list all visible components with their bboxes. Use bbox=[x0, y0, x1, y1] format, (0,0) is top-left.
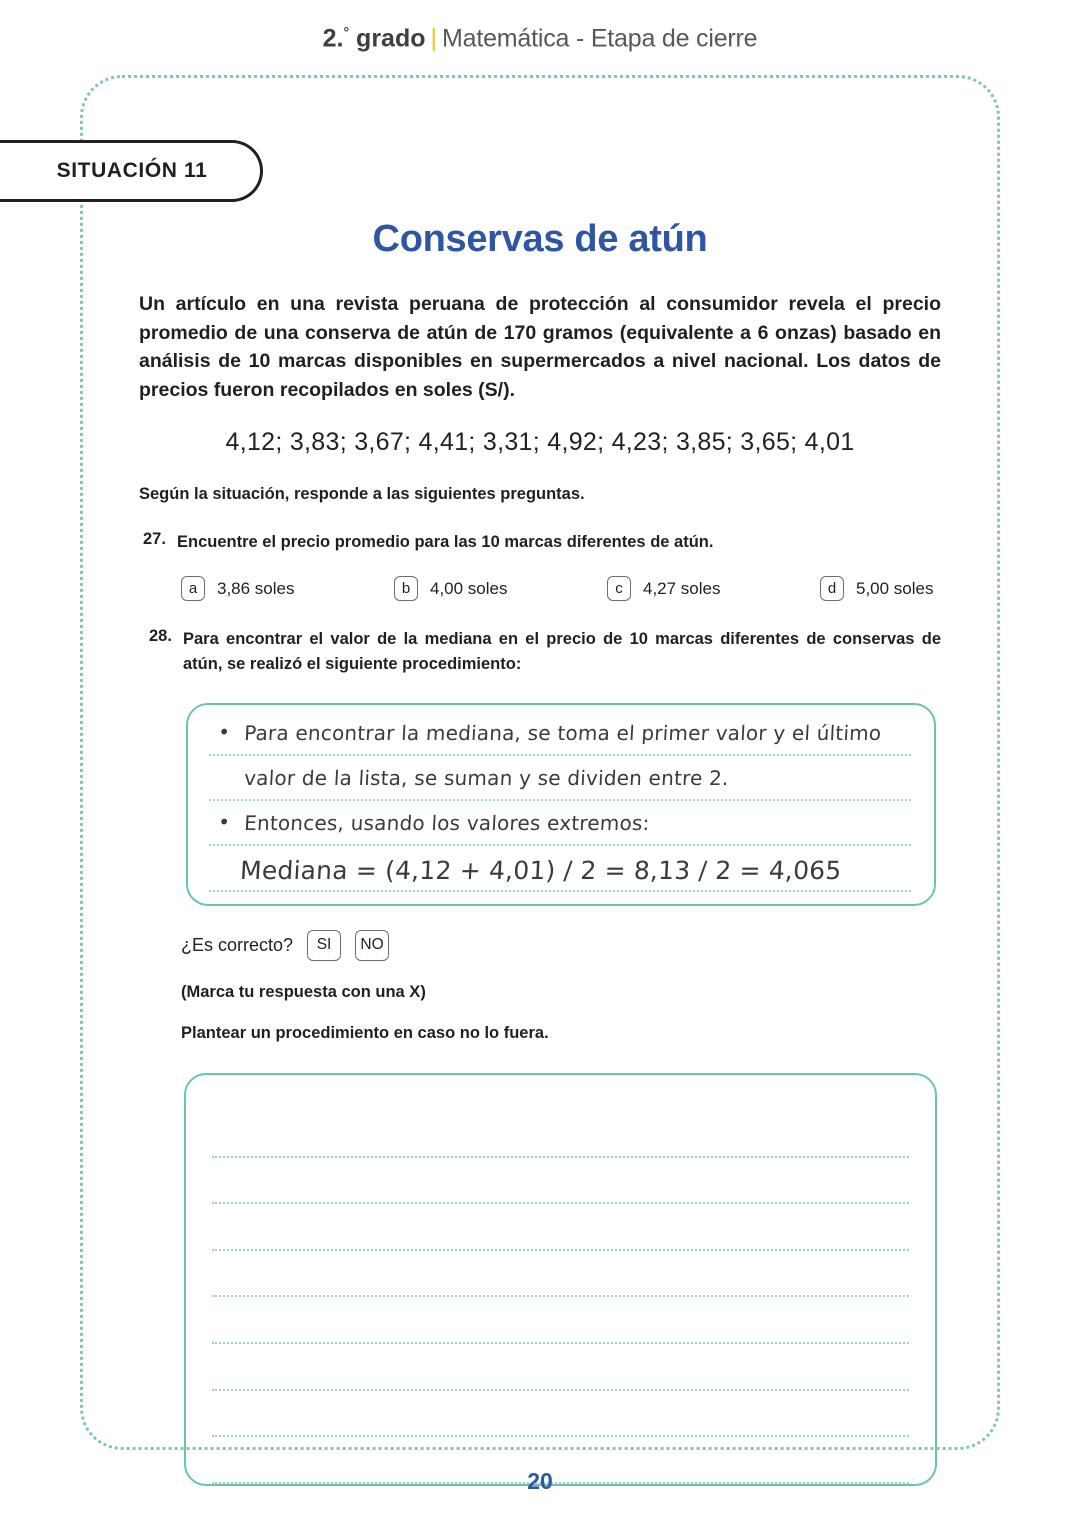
option-c-label: 4,27 soles bbox=[643, 578, 721, 598]
answer-line[interactable] bbox=[212, 1251, 909, 1298]
procedure-line-1: • Para encontrar la mediana, se toma el primer valor y el último bbox=[209, 719, 913, 756]
answer-line[interactable] bbox=[212, 1204, 909, 1251]
option-a[interactable] bbox=[181, 576, 394, 601]
option-c[interactable] bbox=[607, 576, 820, 601]
mark-instruction: (Marca tu respuesta con una X) bbox=[181, 982, 426, 1001]
question-28 bbox=[149, 627, 941, 677]
page-title: Conservas de atún bbox=[372, 218, 708, 260]
answer-line[interactable] bbox=[212, 1158, 909, 1205]
page-number: 20 bbox=[527, 1468, 553, 1494]
propose-instruction: Plantear un procedimiento en caso no lo fuera. bbox=[181, 1023, 549, 1042]
intro-paragraph: Un artículo en una revista peruana de protección al consumidor revela el precio promedio de una conserva de atún de 170 gramos (equivalente a 6 onzas) basado en análisis de 10 marcas disponibles en supermercados a nivel nacional. Los datos de precios fueron recopilados en soles (S/). bbox=[139, 293, 941, 401]
answer-line[interactable] bbox=[212, 1344, 909, 1391]
page-header bbox=[0, 24, 1080, 53]
answer-line[interactable] bbox=[212, 1297, 909, 1344]
free-response-answer-box[interactable] bbox=[184, 1073, 937, 1486]
option-b-label: 4,00 soles bbox=[430, 578, 508, 598]
question-28-number: 28. bbox=[149, 627, 172, 646]
option-a-box[interactable]: a bbox=[181, 576, 205, 601]
handwritten-procedure-box bbox=[186, 703, 936, 906]
data-values-line: 4,12; 3,83; 3,67; 4,41; 3,31; 4,92; 4,23; 3,85; 3,65; 4,01 bbox=[225, 427, 855, 456]
situation-tab-label: SITUACIÓN 11 bbox=[56, 159, 208, 182]
answer-no-box[interactable]: NO bbox=[355, 930, 389, 961]
question-27-number: 27. bbox=[143, 529, 166, 548]
option-d-box[interactable]: d bbox=[820, 576, 844, 601]
situation-tab bbox=[0, 140, 263, 202]
instruction-text: Según la situación, responde a las siguientes preguntas. bbox=[139, 484, 585, 503]
option-b-box[interactable]: b bbox=[394, 576, 418, 601]
option-a-label: 3,86 soles bbox=[217, 578, 295, 598]
option-c-box[interactable]: c bbox=[607, 576, 631, 601]
degree-symbol: ° bbox=[343, 24, 350, 40]
answer-line[interactable] bbox=[212, 1111, 909, 1158]
question-28-text: Para encontrar el valor de la mediana en el precio de 10 marcas diferentes de conservas de atún, se realizó el siguiente procedimiento: bbox=[183, 630, 941, 674]
option-b[interactable] bbox=[394, 576, 607, 601]
answer-yes-box[interactable]: SI bbox=[307, 930, 341, 961]
is-correct-label: ¿Es correcto? bbox=[181, 934, 294, 955]
procedure-line-3: • Entonces, usando los valores extremos: bbox=[209, 809, 913, 846]
content-area bbox=[139, 220, 941, 1486]
option-d-label: 5,00 soles bbox=[856, 578, 934, 598]
option-d[interactable] bbox=[820, 576, 1033, 601]
question-27 bbox=[143, 530, 941, 555]
is-correct-row bbox=[181, 930, 941, 961]
grade-number: 2. bbox=[322, 24, 344, 53]
header-divider: | bbox=[430, 24, 437, 53]
grade-word: grado bbox=[356, 24, 426, 53]
answer-line[interactable] bbox=[212, 1391, 909, 1438]
procedure-line-2: valor de la lista, se suman y se dividen entre 2. bbox=[209, 764, 913, 801]
question-27-options bbox=[181, 576, 941, 601]
procedure-line-4-formula: Mediana = (4,12 + 4,01) / 2 = 8,13 / 2 = 4,065 bbox=[209, 854, 913, 892]
header-subject: Matemática - Etapa de cierre bbox=[442, 24, 758, 53]
question-27-text: Encuentre el precio promedio para las 10 marcas diferentes de atún. bbox=[177, 532, 714, 551]
